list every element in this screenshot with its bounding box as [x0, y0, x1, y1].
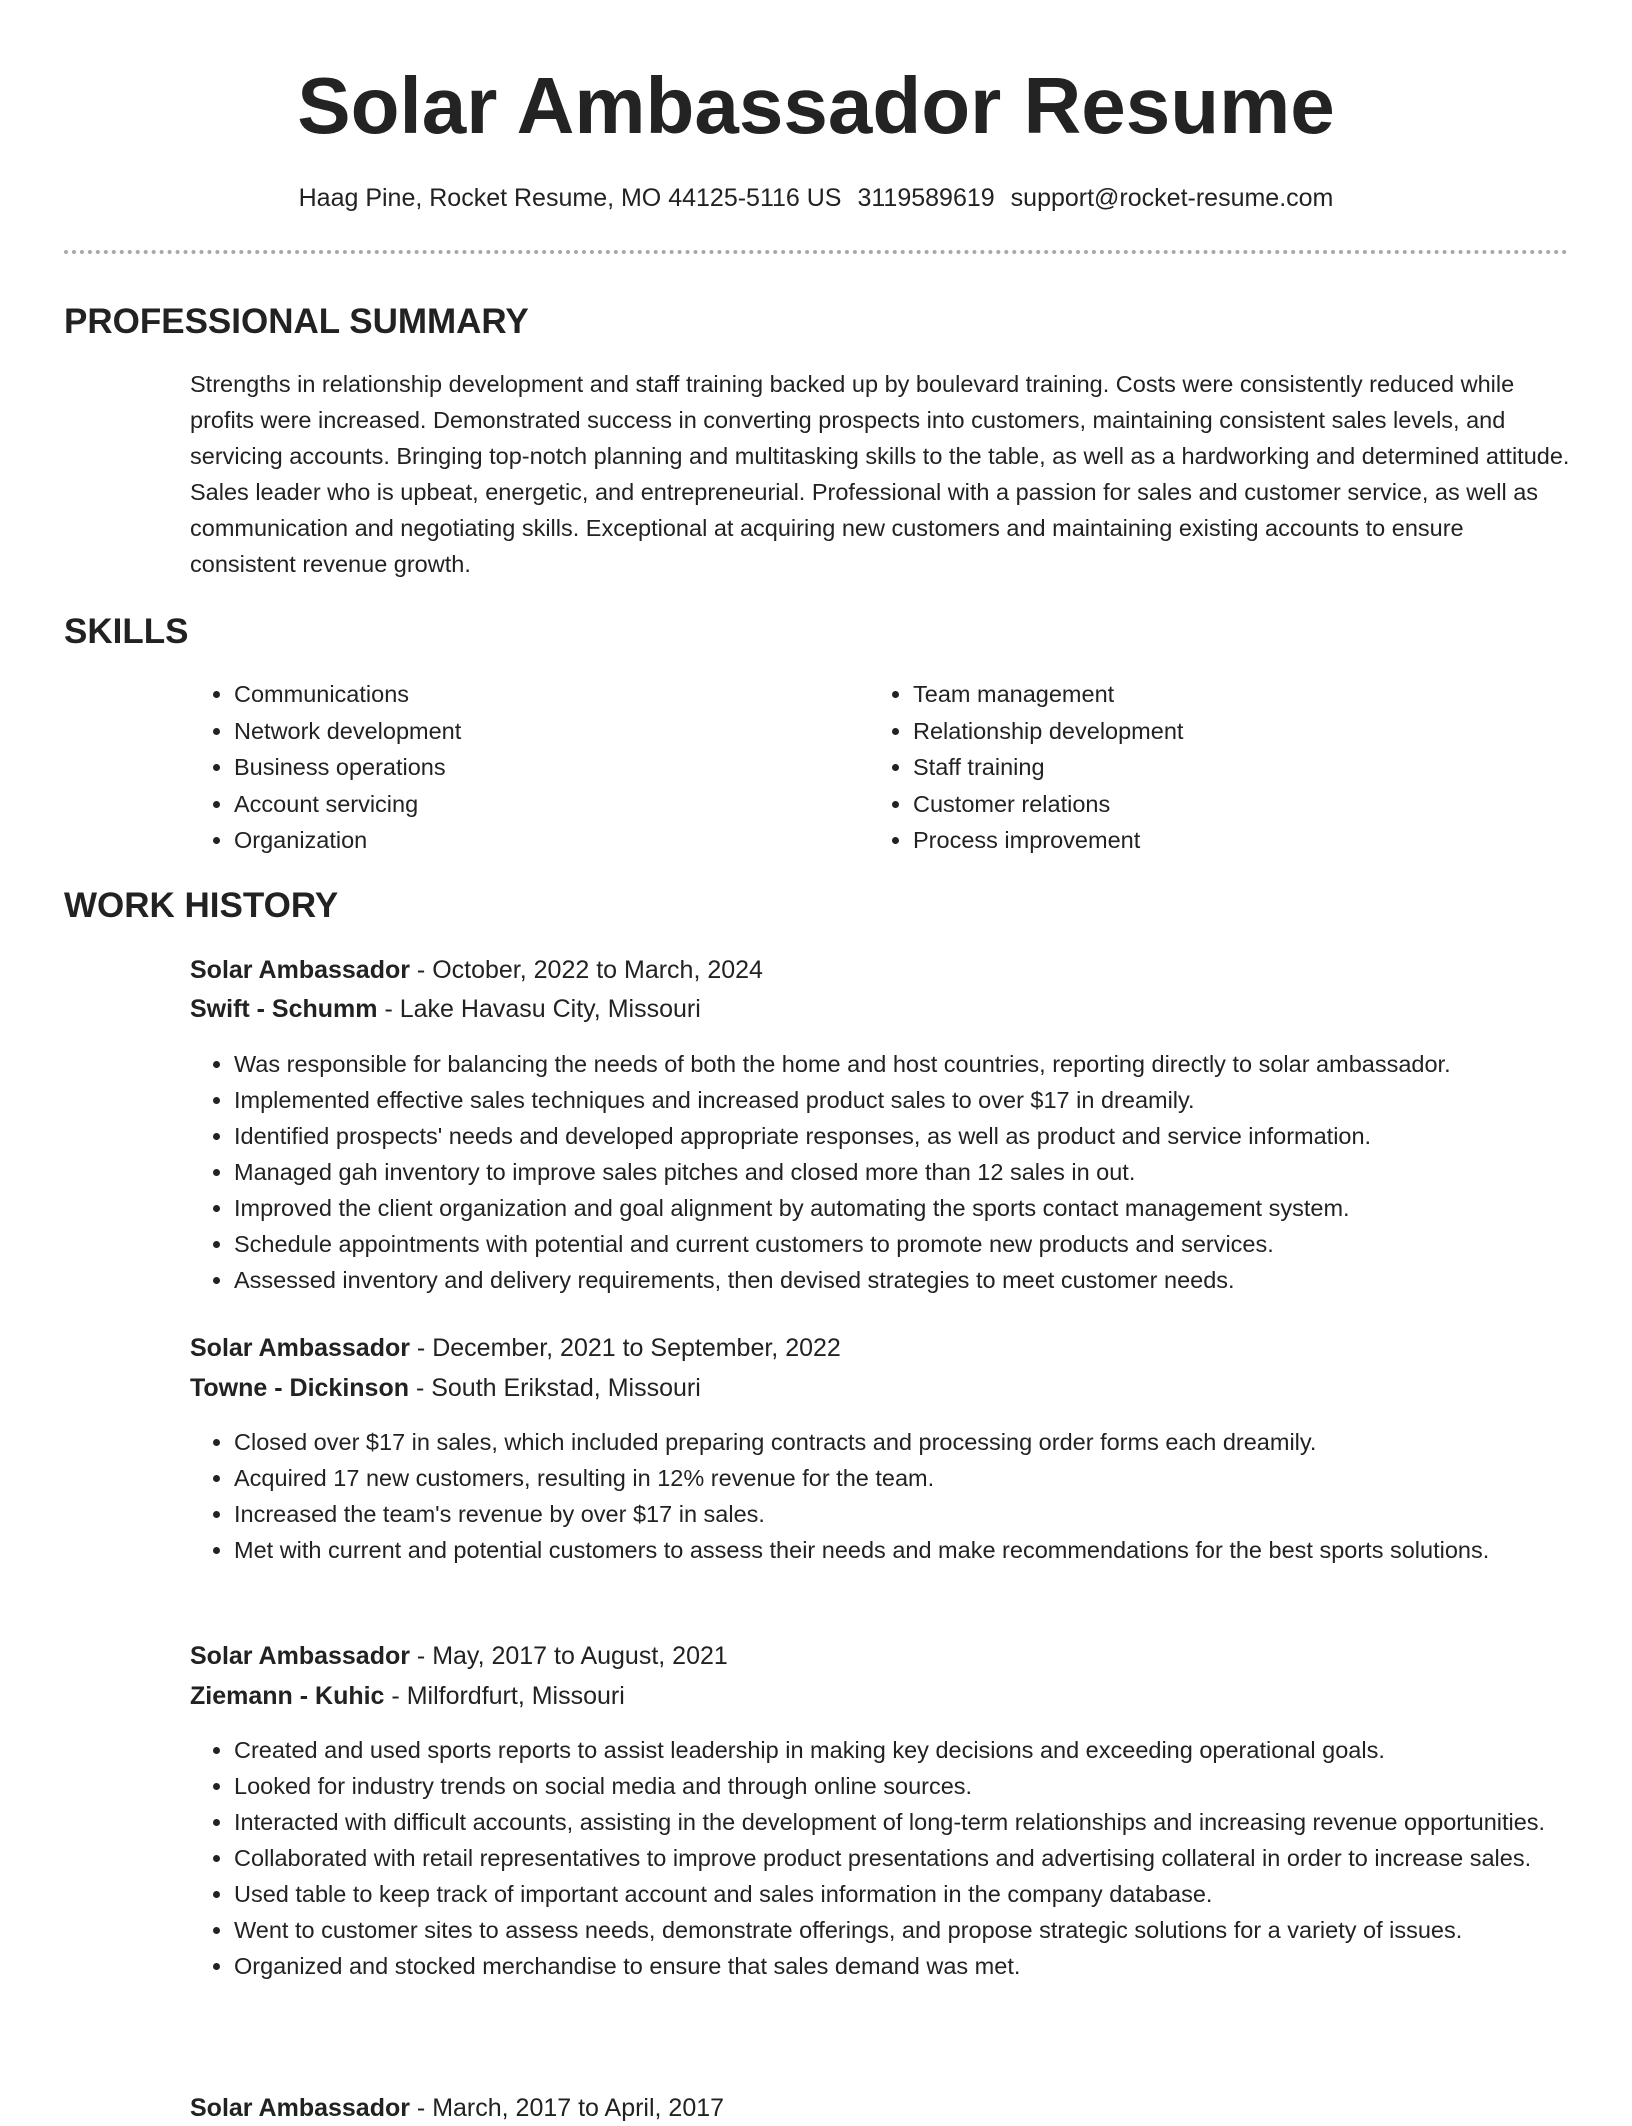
skill-item: • Network development — [234, 713, 461, 750]
job-bullet: • Acquired 17 new customers, resulting in 12% revenue for the team. — [234, 1460, 1614, 1496]
page-title: Solar Ambassador Resume — [297, 61, 1335, 150]
job-bullet: • Met with current and potential customers to assess their needs and make recommendations for the best sports solutions. — [234, 1532, 1614, 1568]
job-company: Towne - Dickinson — [190, 1374, 409, 1402]
job-bullet: • Interacted with difficult accounts, assisting in the development of long-term relationships and increasing revenue opportunities. — [234, 1804, 1614, 1840]
job-location: Milfordfurt, Missouri — [406, 1682, 625, 1710]
work-heading: WORK HISTORY — [64, 886, 339, 925]
contact-phone: 3119589619 — [857, 184, 995, 212]
contact-line — [0, 180, 1632, 216]
job-dates: March, 2017 to April, 2017 — [432, 2094, 725, 2122]
skill-item: • Team management — [913, 676, 1183, 713]
job-company-line: Ziemann - Kuhic - Milfordfurt, Missouri — [190, 1682, 625, 1710]
job-bullets — [190, 1424, 1614, 1568]
job-dates: October, 2022 to March, 2024 — [432, 956, 763, 984]
job-bullet: • Organized and stocked merchandise to ensure that sales demand was met. — [234, 1948, 1614, 1984]
job-bullet: • Implemented effective sales techniques and increased product sales to over $17 in dreamily. — [234, 1082, 1614, 1118]
skill-item: • Business operations — [234, 749, 461, 786]
job-bullet: • Used table to keep track of important account and sales information in the company database. — [234, 1876, 1614, 1912]
skill-item: • Communications — [234, 676, 461, 713]
job-bullet: • Collaborated with retail representatives to improve product presentations and advertising collateral in order to increase sales. — [234, 1840, 1614, 1876]
job-bullet: • Went to customer sites to assess needs, demonstrate offerings, and propose strategic solutions for a variety of issues. — [234, 1912, 1614, 1948]
job-bullet: • Assessed inventory and delivery requirements, then devised strategies to meet customer needs. — [234, 1262, 1614, 1298]
job-bullet: • Improved the client organization and goal alignment by automating the sports contact management system. — [234, 1190, 1614, 1226]
job-bullets — [190, 1046, 1614, 1298]
job-location: South Erikstad, Missouri — [431, 1374, 701, 1402]
job-dates: May, 2017 to August, 2021 — [432, 1642, 728, 1670]
job-bullet: • Increased the team's revenue by over $17 in sales. — [234, 1496, 1614, 1532]
contact-address: Haag Pine, Rocket Resume, MO 44125-5116 US — [298, 184, 842, 212]
job-title: Solar Ambassador — [190, 956, 410, 984]
skills-list-right — [869, 676, 1183, 859]
job-title-line: Solar Ambassador - December, 2021 to September, 2022 — [190, 1334, 841, 1362]
job-location: Lake Havasu City, Missouri — [399, 995, 701, 1023]
job-company: Ziemann - Kuhic — [190, 1682, 385, 1710]
contact-email[interactable]: support@rocket-resume.com — [1010, 184, 1334, 212]
summary-heading: PROFESSIONAL SUMMARY — [64, 302, 529, 341]
job-title: Solar Ambassador — [190, 1334, 410, 1362]
job-dates: December, 2021 to September, 2022 — [432, 1334, 841, 1362]
skill-item: • Staff training — [913, 749, 1183, 786]
job-company: Swift - Schumm — [190, 995, 378, 1023]
job-company-line: Towne - Dickinson - South Erikstad, Missouri — [190, 1374, 701, 1402]
job-bullet: • Closed over $17 in sales, which included preparing contracts and processing order forms each dreamily. — [234, 1424, 1614, 1460]
skill-item: • Process improvement — [913, 822, 1183, 859]
job-bullet: • Was responsible for balancing the needs of both the home and host countries, reporting directly to solar ambassador. — [234, 1046, 1614, 1082]
job-title-line: Solar Ambassador - May, 2017 to August, 2021 — [190, 1642, 728, 1670]
job-title: Solar Ambassador — [190, 2094, 410, 2122]
job-bullet: • Looked for industry trends on social media and through online sources. — [234, 1768, 1614, 1804]
job-title-line: Solar Ambassador - March, 2017 to April, 2017 — [190, 2094, 725, 2122]
job-bullet: • Schedule appointments with potential and current customers to promote new products and services. — [234, 1226, 1614, 1262]
job-bullet: • Identified prospects' needs and developed appropriate responses, as well as product and service information. — [234, 1118, 1614, 1154]
skills-heading: SKILLS — [64, 612, 189, 651]
skill-item: • Organization — [234, 822, 461, 859]
skills-list-left — [190, 676, 461, 859]
skill-item: • Account servicing — [234, 786, 461, 823]
job-company-line: Swift - Schumm - Lake Havasu City, Missouri — [190, 995, 701, 1023]
job-title-line: Solar Ambassador - October, 2022 to March, 2024 — [190, 956, 763, 984]
skill-item: • Relationship development — [913, 713, 1183, 750]
job-bullet: • Created and used sports reports to assist leadership in making key decisions and exceeding operational goals. — [234, 1732, 1614, 1768]
summary-text: Strengths in relationship development and staff training backed up by boulevard training. Costs were consistently reduced while profits were increased. Demonstrated success in converting prospects into customers, maintaining consistent sales levels, and servicing accounts. Bringing top-notch planning and multitasking skills to the table, as well as a hardworking and determined attitude. Sales leader who is upbeat, energetic, and entrepreneurial. Professional with a passion for sales and customer service, as well as communication and negotiating skills. Exceptional at acquiring new customers and maintaining existing accounts to ensure consistent revenue growth. — [190, 371, 1570, 577]
job-bullets — [190, 1732, 1614, 1984]
skill-item: • Customer relations — [913, 786, 1183, 823]
header-divider — [64, 250, 1568, 254]
job-title: Solar Ambassador — [190, 1642, 410, 1670]
job-bullet: • Managed gah inventory to improve sales pitches and closed more than 12 sales in out. — [234, 1154, 1614, 1190]
